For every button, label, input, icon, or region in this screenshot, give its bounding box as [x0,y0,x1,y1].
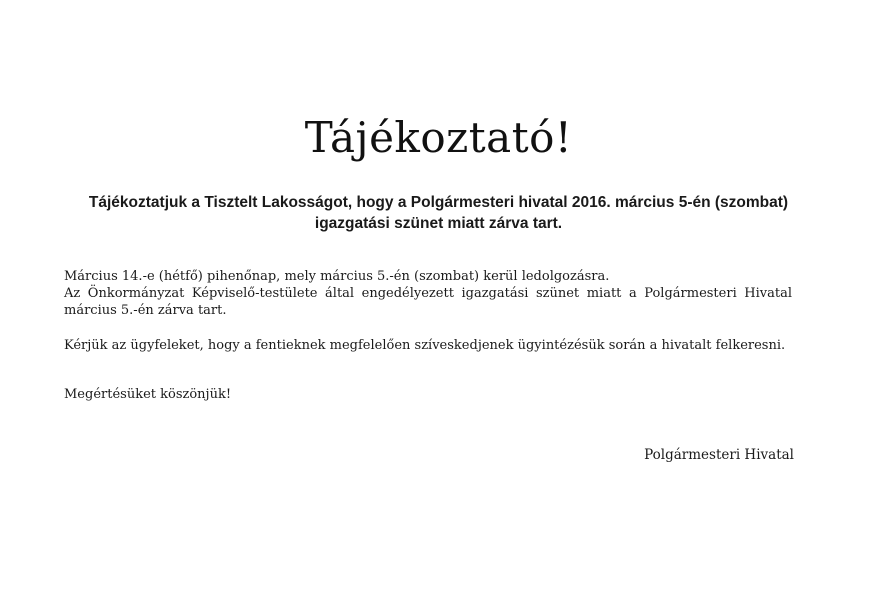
notice-paragraph-1 [64,268,792,319]
notice-lead: Tájékoztatjuk a Tisztelt Lakosságot, hogy a Polgármesteri hivatal 2016. március 5-én (szombat) igazgatási szünet miatt zárva tart. [88,194,789,232]
notice-signature: Polgármesteri Hivatal [644,447,794,463]
paragraph-1-line-1: Március 14.-e (hétfő) pihenőnap, mely március 5.-én (szombat) kerül ledolgozásra. [64,269,610,284]
notice-title: Tájékoztató! [304,113,573,162]
paragraph-1-line-2: Az Önkormányzat Képviselő-testülete által engedélyezett igazgatási szünet miatt a Polgármesteri Hivatal március 5.-én zárva tart. [64,286,792,318]
notice-closing: Megértésüket köszönjük! [64,387,232,402]
notice-paragraph-2: Kérjük az ügyfeleket, hogy a fentieknek megfelelően szíveskedjenek ügyintézésük során a hivatalt felkeresni. [64,338,786,353]
